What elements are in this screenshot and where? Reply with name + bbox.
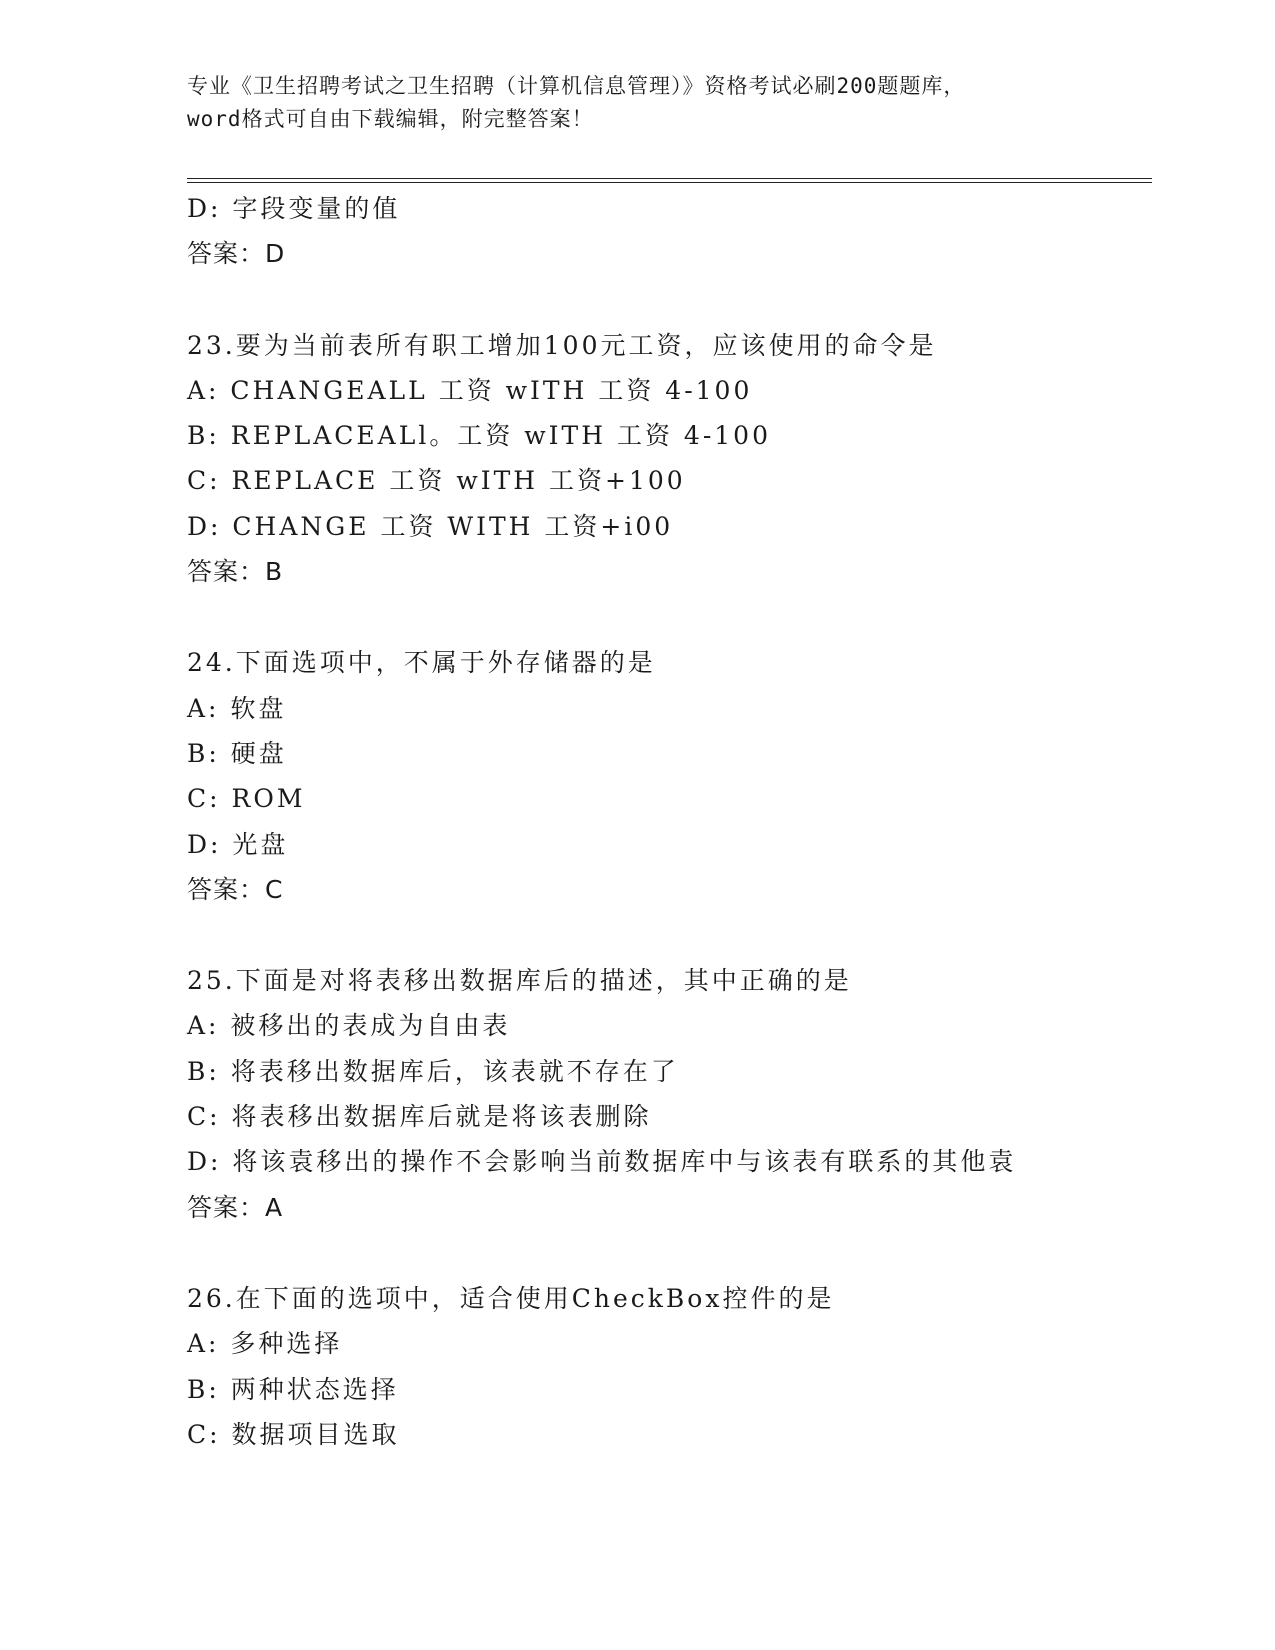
question-stem: 24.下面选项中，不属于外存储器的是 <box>187 648 656 678</box>
question-25 <box>187 958 1147 1230</box>
option-b: B: REPLACEALl。工资 wITH 工资 4-100 <box>187 421 771 451</box>
spacer <box>187 912 1147 958</box>
answer-line: 答案：C <box>187 874 284 904</box>
option-b: B: 两种状态选择 <box>187 1374 399 1404</box>
question-24 <box>187 640 1147 912</box>
answer-line: 答案：A <box>187 1192 284 1222</box>
previous-question-fragment <box>187 186 1147 277</box>
question-stem: 25.下面是对将表移出数据库后的描述，其中正确的是 <box>187 966 852 996</box>
answer-line: 答案：D <box>187 239 286 269</box>
header-divider <box>187 178 1152 183</box>
option-d: D: 将该袁移出的操作不会影响当前数据库中与该表有联系的其他袁 <box>187 1147 1017 1177</box>
answer-line: 答案：B <box>187 557 284 587</box>
option-a: A: 被移出的表成为自由表 <box>187 1011 511 1041</box>
spacer <box>187 594 1147 640</box>
option-d: D: 光盘 <box>187 829 289 859</box>
header-line-2: word格式可自由下载编辑，附完整答案！ <box>187 107 594 131</box>
option-a: A: 多种选择 <box>187 1329 343 1359</box>
spacer <box>187 277 1147 323</box>
option-d: D: 字段变量的值 <box>187 194 401 223</box>
header-line-1: 专业《卫生招聘考试之卫生招聘（计算机信息管理）》资格考试必刷200题题库， <box>187 74 966 98</box>
question-stem: 26.在下面的选项中，适合使用CheckBox控件的是 <box>187 1283 835 1313</box>
option-b: B: 硬盘 <box>187 738 287 768</box>
question-26 <box>187 1276 1147 1457</box>
option-a: A: CHANGEALL 工资 wITH 工资 4-100 <box>187 375 753 405</box>
document-header <box>187 70 1147 136</box>
spacer <box>187 1230 1147 1276</box>
option-c: C: 将表移出数据库后就是将该表删除 <box>187 1102 652 1132</box>
question-list <box>187 186 1147 1457</box>
option-d: D: CHANGE 工资 WITH 工资+i00 <box>187 511 674 541</box>
question-stem: 23.要为当前表所有职工增加100元工资，应该使用的命令是 <box>187 330 937 360</box>
option-c: C: 数据项目选取 <box>187 1419 400 1449</box>
option-c: C: ROM <box>187 784 306 814</box>
question-23 <box>187 323 1147 595</box>
option-c: C: REPLACE 工资 wITH 工资+100 <box>187 466 686 496</box>
option-a: A: 软盘 <box>187 693 287 723</box>
option-b: B: 将表移出数据库后，该表就不存在了 <box>187 1056 679 1086</box>
